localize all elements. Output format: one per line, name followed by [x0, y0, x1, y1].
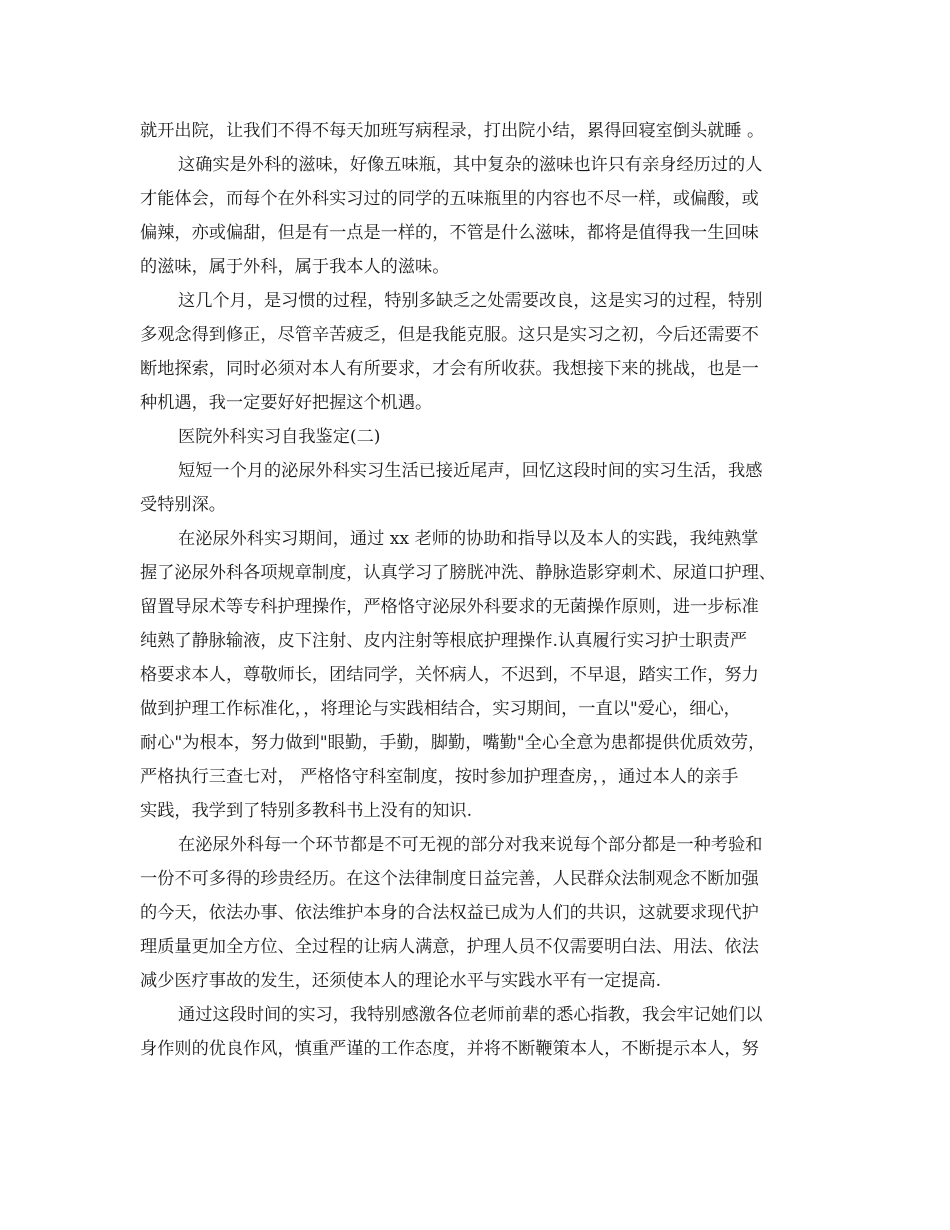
text-line: 理质量更加全方位、全过程的让病人满意，护理人员不仅需要明白法、用法、依法 [140, 937, 759, 957]
text-line: 纯熟了静脉输液，皮下注射、皮内注射等根底护理操作.认真履行实习护士职责严 [140, 631, 748, 651]
text-line: 耐心"为根本，努力做到"眼勤，手勤，脚勤，嘴勤"全心全意为患都提供优质效劳， [140, 733, 766, 753]
text-line: 这几个月，是习惯的过程，特别多缺乏之处需要改良，这是实习的过程，特别 [178, 291, 763, 311]
text-line: 身作则的优良作风，慎重严谨的工作态度，并将不断鞭策本人，不断提示本人，努 [140, 1039, 759, 1059]
text-line: 断地探索，同时必须对本人有所要求，才会有所收获。我想接下来的挑战，也是一 [140, 359, 759, 379]
text-line: 通过这段时间的实习，我特别感激各位老师前辈的悉心指教，我会牢记她们以 [178, 1005, 763, 1025]
text-line: 实践，我学到了特别多教科书上没有的知识. [140, 801, 473, 821]
text-line: 格要求本人，尊敬师长，团结同学，关怀病人，不迟到，不早退，踏实工作，努力 [140, 665, 759, 685]
text-line: 做到护理工作标准化，，将理论与实践相结合，实习期间，一直以"爱心，细心， [140, 699, 741, 719]
text-line: 多观念得到修正，尽管辛苦疲乏，但是我能克服。这只是实习之初，今后还需要不 [140, 325, 759, 345]
text-line: 种机遇，我一定要好好把握这个机遇。 [140, 393, 433, 413]
text-line: 就开出院，让我们不得不每天加班写病程录，打出院小结，累得回寝室倒头就睡 。 [140, 121, 765, 141]
text-line: 减少医疗事故的发生，还须使本人的理论水平与实践水平有一定提高. [140, 971, 662, 991]
section-heading: 医院外科实习自我鉴定(二) [178, 427, 381, 447]
text-line: 在泌尿外科实习期间，通过 xx 老师的协助和指导以及本人的实践，我纯熟掌 [178, 529, 759, 549]
text-line: 受特别深。 [140, 495, 226, 515]
text-line: 才能体会，而每个在外科实习过的同学的五味瓶里的内容也不尽一样，或偏酸，或 [140, 189, 759, 209]
text-line: 握了泌尿外科各项规章制度，认真学习了膀胱冲洗、静脉造影穿刺术、尿道口护理、 [140, 563, 776, 583]
text-line: 在泌尿外科每一个环节都是不可无视的部分对我来说每个部分都是一种考验和 [178, 835, 763, 855]
text-line: 偏辣，亦或偏甜，但是有一点是一样的，不管是什么滋味，都将是值得我一生回味 [140, 223, 759, 243]
text-line: 短短一个月的泌尿外科实习生活已接近尾声，回忆这段时间的实习生活，我感 [178, 461, 763, 481]
text-line: 的滋味，属于外科，属于我本人的滋味。 [140, 257, 450, 277]
text-line: 留置导尿术等专科护理操作，严格恪守泌尿外科要求的无菌操作原则，进一步标准 [140, 597, 759, 617]
text-line: 这确实是外科的滋味，好像五味瓶，其中复杂的滋味也许只有亲身经历过的人 [178, 155, 763, 175]
text-line: 的今天，依法办事、依法维护本身的合法权益已成为人们的共识，这就要求现代护 [140, 903, 759, 923]
text-line: 一份不可多得的珍贵经历。在这个法律制度日益完善，人民群众法制观念不断加强 [140, 869, 759, 889]
text-line: 严格执行三查七对， 严格恪守科室制度，按时参加护理查房，，通过本人的亲手 [140, 767, 739, 787]
